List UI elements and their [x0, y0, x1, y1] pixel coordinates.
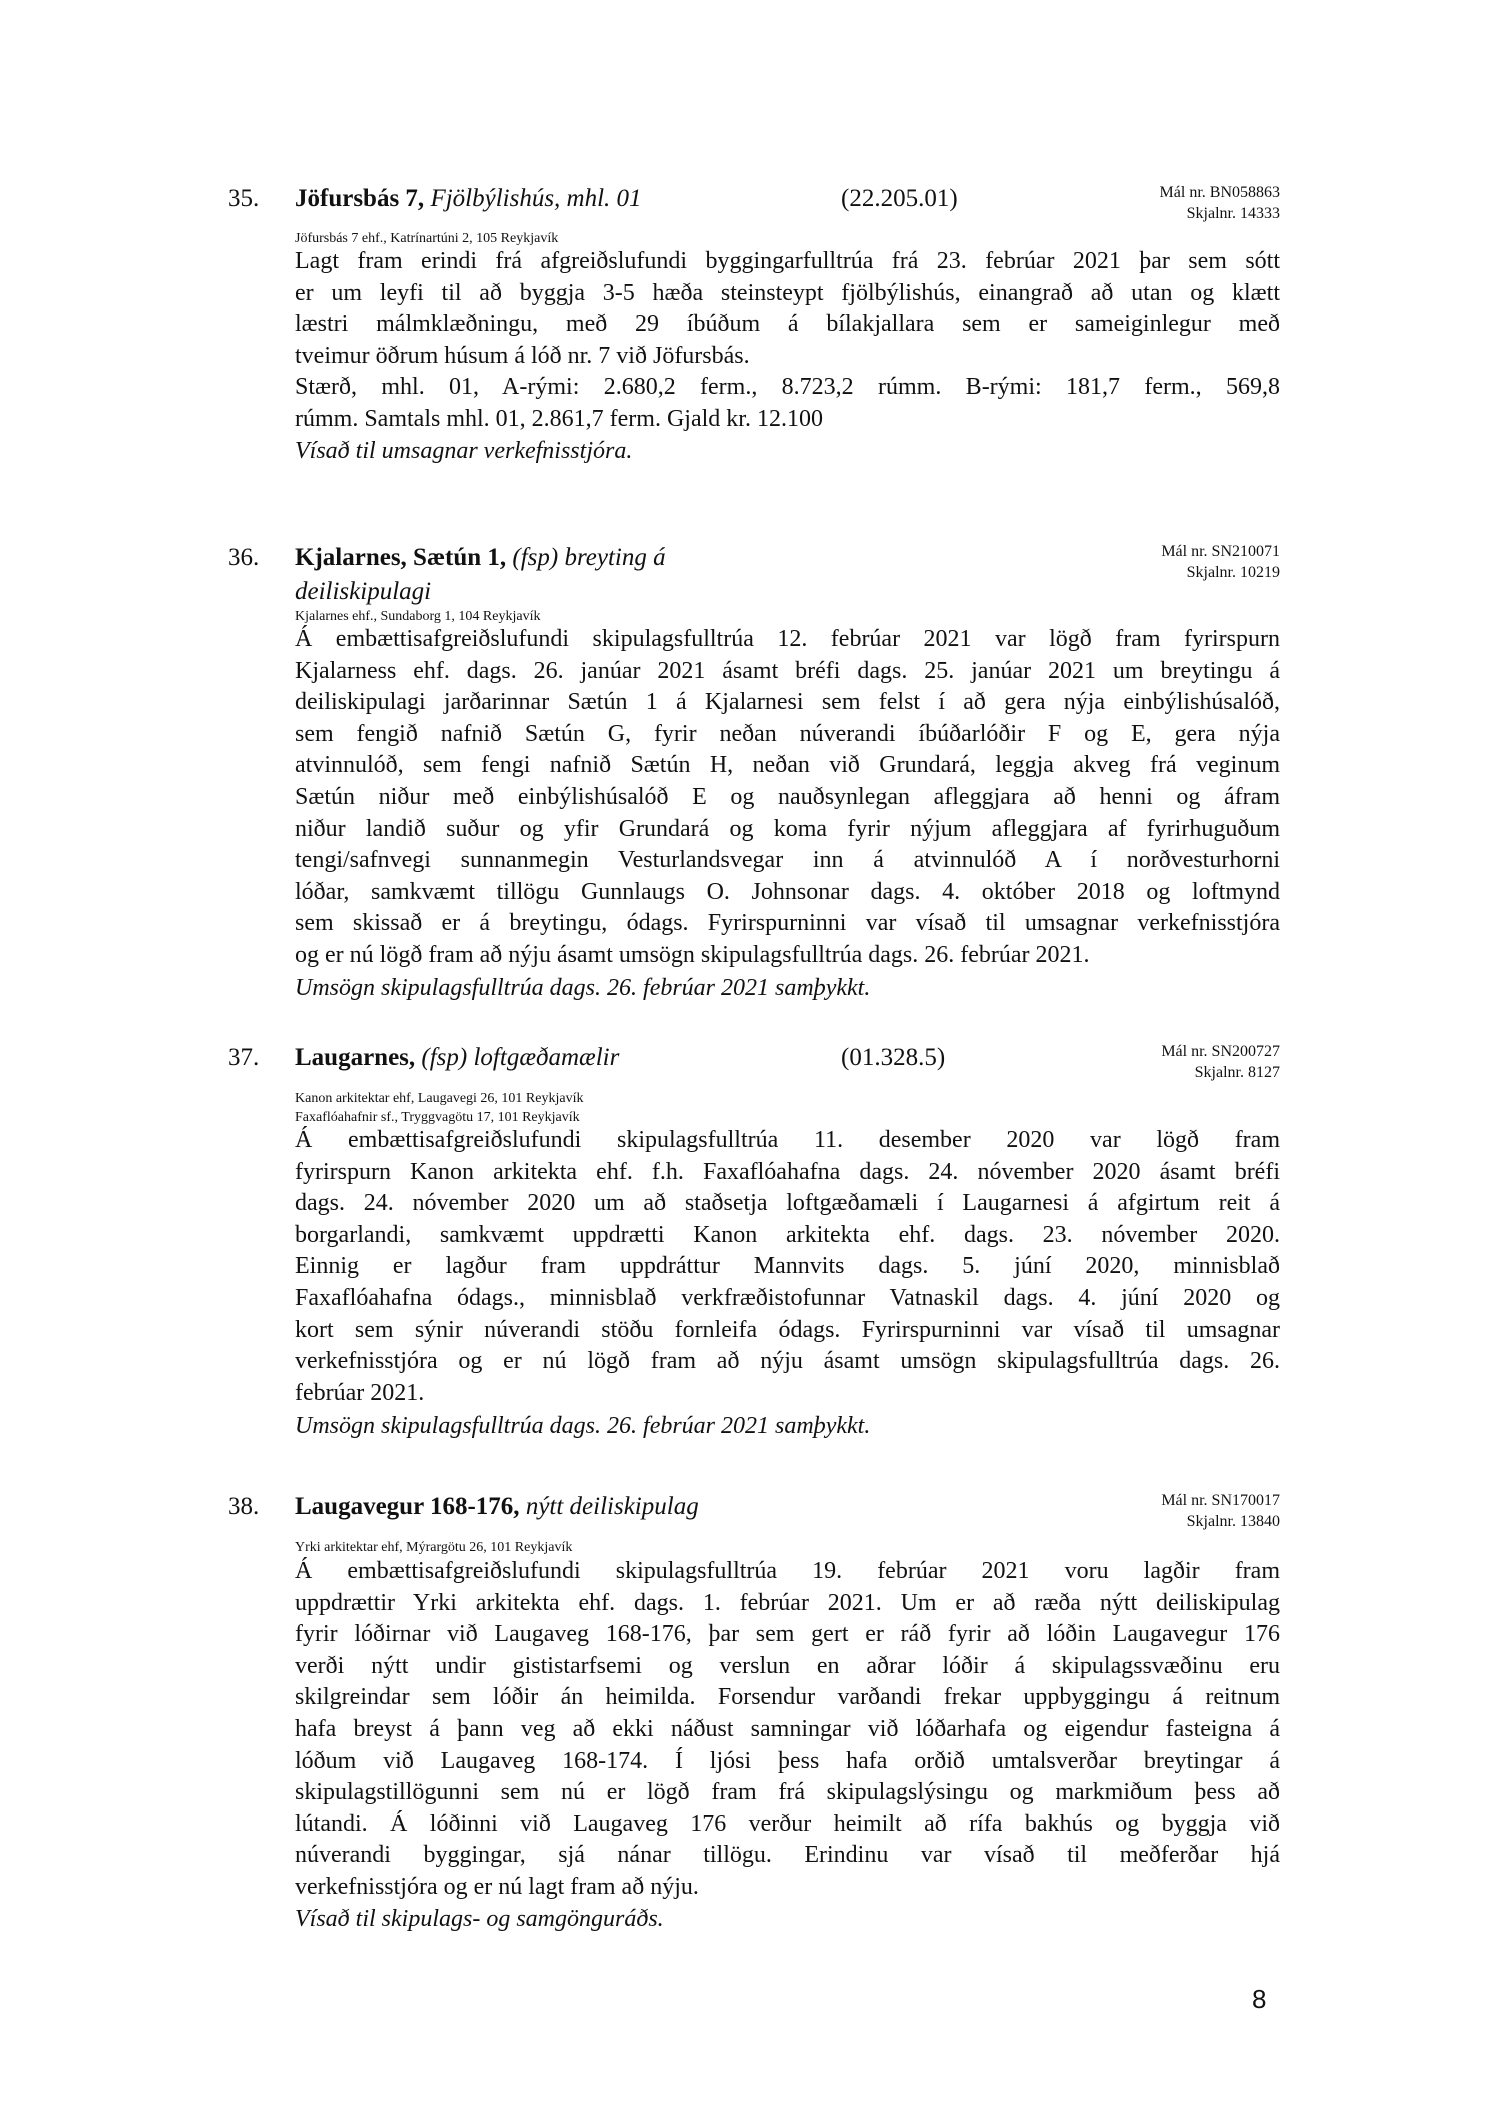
text-line: Einnig er lagður fram uppdráttur Mannvits dags. 5. júní 2020, minnisblað	[295, 1253, 1280, 1280]
case-reference	[1161, 1041, 1280, 1083]
text-line: lóðar, samkvæmt tillögu Gunnlaugs O. Johnsonar dags. 4. október 2018 og loftmynd	[295, 878, 1280, 905]
document-number: Skjalnr. 13840	[1186, 1513, 1280, 1530]
case-number: Mál nr. SN170017	[1161, 1492, 1280, 1509]
document-number: Skjalnr. 14333	[1186, 205, 1280, 222]
case-number: Mál nr. BN058863	[1159, 184, 1280, 201]
item-heading	[295, 1041, 755, 1075]
text-line: deiliskipulagi jarðarinnar Sætún 1 á Kjalarnesi sem felst í að gera nýja einbýlishúsalóð,	[295, 689, 1280, 716]
text-line: rúmm. Samtals mhl. 01, 2.861,7 ferm. Gjald kr. 12.100	[295, 405, 823, 432]
item-land-code: (01.328.5)	[841, 1044, 946, 1071]
item-address: Laugavegur 168-176,	[295, 1493, 520, 1520]
case-reference	[1161, 541, 1280, 583]
text-line: Stærð, mhl. 01, A-rými: 2.680,2 ferm., 8.723,2 rúmm. B-rými: 181,7 ferm., 569,8	[295, 374, 1280, 401]
item-subject: nýtt deiliskipulag	[525, 1493, 699, 1520]
case-number: Mál nr. SN200727	[1161, 1043, 1280, 1060]
item-subject-continued: deiliskipulagi	[295, 578, 432, 605]
text-line: skipulagstillögunni sem nú er lögð fram frá skipulagslýsingu og markmiðum þess að	[295, 1779, 1280, 1806]
text-line: skilgreindar sem lóðir án heimilda. Forsendur varðandi frekar uppbyggingu á reitnum	[295, 1684, 1280, 1711]
item-heading	[295, 1490, 755, 1524]
text-line: sem fengið nafnið Sætún G, fyrir neðan núverandi íbúðarlóðir F og E, gera nýja	[295, 720, 1280, 747]
text-line: kort sem sýnir núverandi stöðu fornleifa ódags. Fyrirspurninni var vísað til umsagnar	[295, 1316, 1280, 1343]
case-reference	[1160, 182, 1280, 224]
document-number: Skjalnr. 8127	[1194, 1064, 1280, 1081]
text-line: fyrir lóðirnar við Laugaveg 168-176, þar sem gert er ráð fyrir að lóðin Laugavegur 176	[295, 1621, 1280, 1648]
text-line: verði nýtt undir gististarfsemi og verslun en aðrar lóðir á skipulagssvæðinu eru	[295, 1652, 1280, 1679]
item-description	[295, 624, 1280, 972]
text-line: Kjalarness ehf. dags. 26. janúar 2021 ásamt bréfi dags. 25. janúar 2021 um breytingu á	[295, 657, 1280, 684]
text-line: atvinnulóð, sem fengi nafnið Sætún H, neðan við Grundará, leggja akveg frá veginum	[295, 752, 1280, 779]
text-line: Á embættisafgreiðslufundi skipulagsfulltrúa 11. desember 2020 var lögð fram	[295, 1127, 1280, 1153]
item-address: Jöfursbás 7,	[295, 185, 425, 212]
text-line: dags. 24. nóvember 2020 um að staðsetja loftgæðamæli í Laugarnesi á afgirtum reit á	[295, 1190, 1280, 1217]
item-subject: (fsp) loftgæðamælir	[421, 1044, 620, 1071]
text-line: Sætún niður með einbýlishúsalóð E og nauðsynlegan afleggjara að henni og áfram	[295, 783, 1280, 810]
applicant: Jöfursbás 7 ehf., Katrínartúni 2, 105 Reykjavík	[295, 231, 559, 246]
item-decision: Vísað til umsagnar verkefnisstjóra.	[295, 438, 633, 464]
document-number: Skjalnr. 10219	[1186, 564, 1280, 581]
item-address: Laugarnes,	[295, 1044, 416, 1071]
text-line: borgarlandi, samkvæmt uppdrætti Kanon arkitekta ehf. dags. 23. nóvember 2020.	[295, 1221, 1280, 1248]
text-line: lóðum við Laugaveg 168-174. Í ljósi þess hafa orðið umtalsverðar breytingar á	[295, 1747, 1280, 1774]
item-number: 37.	[228, 1044, 260, 1071]
item-description	[295, 1556, 1280, 1904]
applicant: Yrki arkitektar ehf, Mýrargötu 26, 101 Reykjavík	[295, 1540, 573, 1555]
text-line: verkefnisstjóra og er nú lagt fram að nýju.	[295, 1873, 699, 1900]
text-line: tveimur öðrum húsum á lóð nr. 7 við Jöfursbás.	[295, 342, 750, 369]
item-description	[295, 246, 1280, 436]
item-subject: Fjölbýlishús, mhl. 01	[430, 185, 642, 212]
item-decision: Umsögn skipulagsfulltrúa dags. 26. febrúar 2021 samþykkt.	[295, 1413, 871, 1439]
text-line: lútandi. Á lóðinni við Laugaveg 176 verður heimilt að rífa bakhús og byggja við	[295, 1810, 1280, 1837]
text-line: tengi/safnvegi sunnanmegin Vesturlandsvegar inn á atvinnulóð A í norðvesturhorni	[295, 847, 1280, 874]
item-land-code: (22.205.01)	[841, 185, 958, 212]
item-heading	[295, 541, 755, 609]
page-number: 8	[1252, 1984, 1267, 2014]
text-line: Faxaflóahafna ódags., minnisblað verkfræðistofunnar Vatnaskil dags. 4. júní 2020 og	[295, 1284, 1280, 1311]
text-line: verkefnisstjóra og er nú lögð fram að nýju ásamt umsögn skipulagsfulltrúa dags. 26.	[295, 1348, 1280, 1375]
applicant-list	[295, 1089, 583, 1127]
item-subject: (fsp) breyting á	[512, 544, 666, 571]
case-reference	[1161, 1490, 1280, 1532]
applicant-list	[295, 1538, 572, 1557]
text-line: og er nú lögð fram að nýju ásamt umsögn skipulagsfulltrúa dags. 26. febrúar 2021.	[295, 941, 1090, 968]
item-decision: Vísað til skipulags- og samgönguráðs.	[295, 1906, 664, 1932]
item-number: 38.	[228, 1493, 260, 1520]
text-line: sem skissað er á breytingu, ódags. Fyrirspurninni var vísað til umsagnar verkefnisstjóra	[295, 910, 1280, 937]
text-line: febrúar 2021.	[295, 1379, 425, 1406]
item-heading	[295, 182, 755, 216]
text-line: hafa breyst á þann veg að ekki náðust samningar við lóðarhafa og eigendur fasteigna á	[295, 1715, 1280, 1742]
text-line: niður landið suður og yfir Grundará og koma fyrir nýjum afleggjara af fyrirhuguðum	[295, 815, 1280, 842]
text-line: er um leyfi til að byggja 3-5 hæða steinsteypt fjölbýlishús, einangrað að utan og klætt	[295, 279, 1280, 306]
item-description	[295, 1125, 1280, 1409]
item-decision: Umsögn skipulagsfulltrúa dags. 26. febrúar 2021 samþykkt.	[295, 975, 871, 1001]
text-line: læstri málmklæðningu, með 29 íbúðum á bílakjallara sem er sameiginlegur með	[295, 311, 1280, 338]
text-line: fyrirspurn Kanon arkitekta ehf. f.h. Faxaflóahafna dags. 24. nóvember 2020 ásamt bréfi	[295, 1158, 1280, 1185]
item-address: Kjalarnes, Sætún 1,	[295, 544, 507, 571]
item-number: 35.	[228, 185, 260, 212]
applicant: Kanon arkitektar ehf, Laugavegi 26, 101 Reykjavík	[295, 1091, 584, 1106]
applicant: Faxaflóahafnir sf., Tryggvagötu 17, 101 Reykjavík	[295, 1110, 580, 1125]
text-line: núverandi byggingar, sjá nánar tillögu. Erindinu var vísað til meðferðar hjá	[295, 1842, 1280, 1869]
text-line: Lagt fram erindi frá afgreiðslufundi byggingarfulltrúa frá 23. febrúar 2021 þar sem sótt	[295, 248, 1280, 274]
text-line: Á embættisafgreiðslufundi skipulagsfulltrúa 19. febrúar 2021 voru lagðir fram	[295, 1558, 1280, 1584]
item-number: 36.	[228, 544, 260, 571]
case-number: Mál nr. SN210071	[1161, 543, 1280, 560]
applicant: Kjalarnes ehf., Sundaborg 1, 104 Reykjavík	[295, 609, 541, 624]
text-line: Á embættisafgreiðslufundi skipulagsfulltrúa 12. febrúar 2021 var lögð fram fyrirspurn	[295, 626, 1280, 652]
text-line: uppdrættir Yrki arkitekta ehf. dags. 1. febrúar 2021. Um er að ræða nýtt deiliskipulag	[295, 1589, 1280, 1616]
